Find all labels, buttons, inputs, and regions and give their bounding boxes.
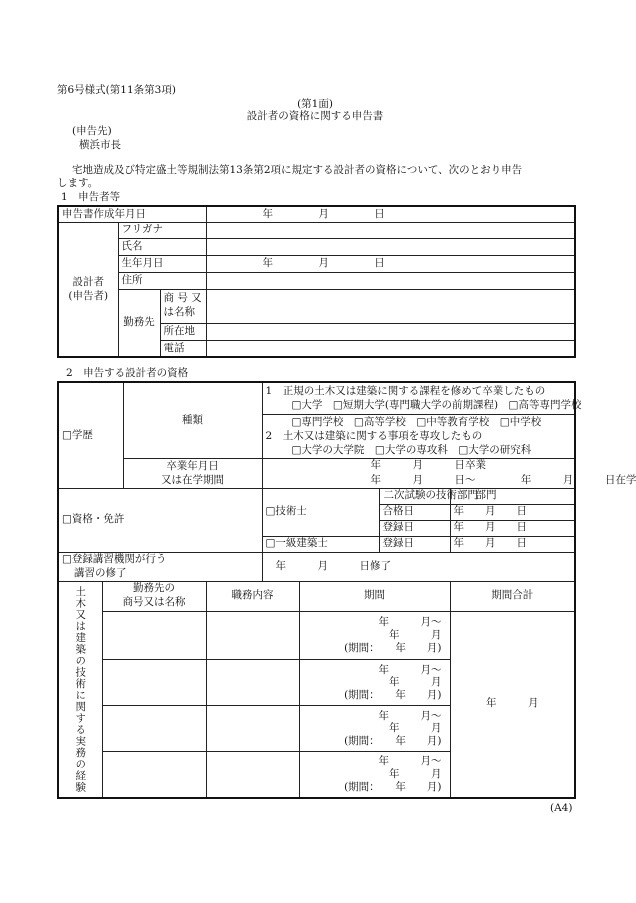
- designer-label: 設計者 (申告者): [58, 222, 118, 357]
- address-label: 住所: [118, 272, 206, 289]
- name-label: 氏名: [118, 238, 206, 255]
- form-number: 第6号様式(第11条第3項): [57, 84, 176, 96]
- date-day: 日: [374, 207, 385, 220]
- experience-label: 土木又は建築の技術に関する実務の経験: [58, 581, 102, 798]
- dept-field[interactable]: 部門: [450, 488, 575, 504]
- address-field[interactable]: [206, 272, 575, 289]
- course-field[interactable]: 年 月 日修了: [262, 552, 575, 581]
- duties-field[interactable]: [206, 706, 299, 752]
- duties-field[interactable]: [206, 611, 299, 660]
- architect-reg-field[interactable]: 年 月 日: [450, 536, 575, 552]
- total-header: 期間合計: [450, 581, 575, 611]
- architect-reg-label: 登録日: [379, 536, 450, 552]
- furigana-field[interactable]: [206, 222, 575, 238]
- recipient: 横浜市長: [79, 139, 121, 151]
- exam-dept-label: 二次試験の技術部門: [379, 488, 450, 504]
- applicant-table: [57, 205, 576, 358]
- phone-label: 電話: [160, 340, 206, 357]
- intro-line-1: 宅地造成及び特定盛土等規制法第13条第2項に規定する設計者の資格について、次のとおり申告: [72, 164, 523, 176]
- engineer-reg-field[interactable]: 年 月 日: [450, 520, 575, 536]
- paper-size: (A4): [550, 802, 573, 814]
- trade-name-field[interactable]: [206, 289, 575, 323]
- experience-row: [58, 611, 575, 660]
- period-header: 期間: [299, 581, 450, 611]
- enroll-period-field[interactable]: 年 月 日～ 年 月 日在学: [262, 473, 575, 488]
- section2-heading: 2 申告する設計者の資格: [66, 367, 189, 379]
- duties-header: 職務内容: [206, 581, 299, 611]
- employer-field[interactable]: [102, 611, 206, 660]
- pass-date-field[interactable]: 年 月 日: [450, 504, 575, 520]
- total-field[interactable]: 年 月: [450, 611, 575, 798]
- type-label: 種類: [123, 382, 262, 458]
- trade-name-label: 商 号 又 は名称: [160, 289, 206, 323]
- course-label[interactable]: □登録講習機関が行う 講習の修了: [58, 552, 262, 581]
- period-field[interactable]: 年 月～ 年 月 (期間： 年 月): [299, 611, 450, 660]
- employer-field[interactable]: [102, 660, 206, 706]
- qualification-label[interactable]: □資格・免許: [58, 488, 262, 552]
- name-field[interactable]: [206, 238, 575, 255]
- location-field[interactable]: [206, 323, 575, 340]
- date-row: [58, 206, 575, 222]
- employer-field[interactable]: [102, 752, 206, 798]
- period-field[interactable]: 年 月～ 年 月 (期間： 年 月): [299, 752, 450, 798]
- qualification-table: [57, 381, 636, 799]
- type2-cell[interactable]: □専門学校 □高等学校 □中等教育学校 □中学校 2 土木又は建築に関する事項を専攻したもの □大学の大学院 □大学の専攻科 □大学の研究科: [262, 414, 575, 458]
- engineer-checkbox[interactable]: □技術士: [262, 488, 379, 536]
- page-label: (第1面): [297, 98, 333, 110]
- date-field[interactable]: [206, 206, 575, 222]
- duties-field[interactable]: [206, 660, 299, 706]
- phone-field[interactable]: [206, 340, 575, 357]
- intro-line-2: します。: [57, 177, 99, 189]
- date-year: 年: [262, 207, 273, 220]
- page-title: 設計者の資格に関する申告書: [246, 110, 384, 122]
- section1-heading: 1 申告者等: [61, 191, 121, 203]
- engineer-reg-label: 登録日: [379, 520, 450, 536]
- birthdate-field[interactable]: 年 月 日: [206, 255, 575, 272]
- type1-cell[interactable]: 1 正規の土木又は建築に関する課程を修めて卒業したもの □大学 □短期大学(専門職大学の前期課程) □高等専門学校: [262, 382, 575, 414]
- location-label: 所在地: [160, 323, 206, 340]
- grad-label: 卒業年月日 又は在学期間: [123, 458, 262, 488]
- date-month: 月: [318, 207, 329, 220]
- duties-field[interactable]: [206, 752, 299, 798]
- period-field[interactable]: 年 月～ 年 月 (期間： 年 月): [299, 660, 450, 706]
- recipient-label: (申告先): [72, 125, 112, 137]
- furigana-label: フリガナ: [118, 222, 206, 238]
- birthdate-label: 生年月日: [118, 255, 206, 272]
- workplace-label: 勤務先: [118, 289, 160, 357]
- education-label[interactable]: □学歴: [58, 382, 123, 488]
- employer-field[interactable]: [102, 706, 206, 752]
- period-field[interactable]: 年 月～ 年 月 (期間： 年 月): [299, 706, 450, 752]
- pass-date-label: 合格日: [379, 504, 450, 520]
- date-label: 申告書作成年月日: [58, 206, 206, 222]
- employer-header: 勤務先の 商号又は名称: [102, 581, 206, 611]
- grad-date-field[interactable]: 年 月 日卒業: [262, 458, 575, 473]
- architect-checkbox[interactable]: □一級建築士: [262, 536, 379, 552]
